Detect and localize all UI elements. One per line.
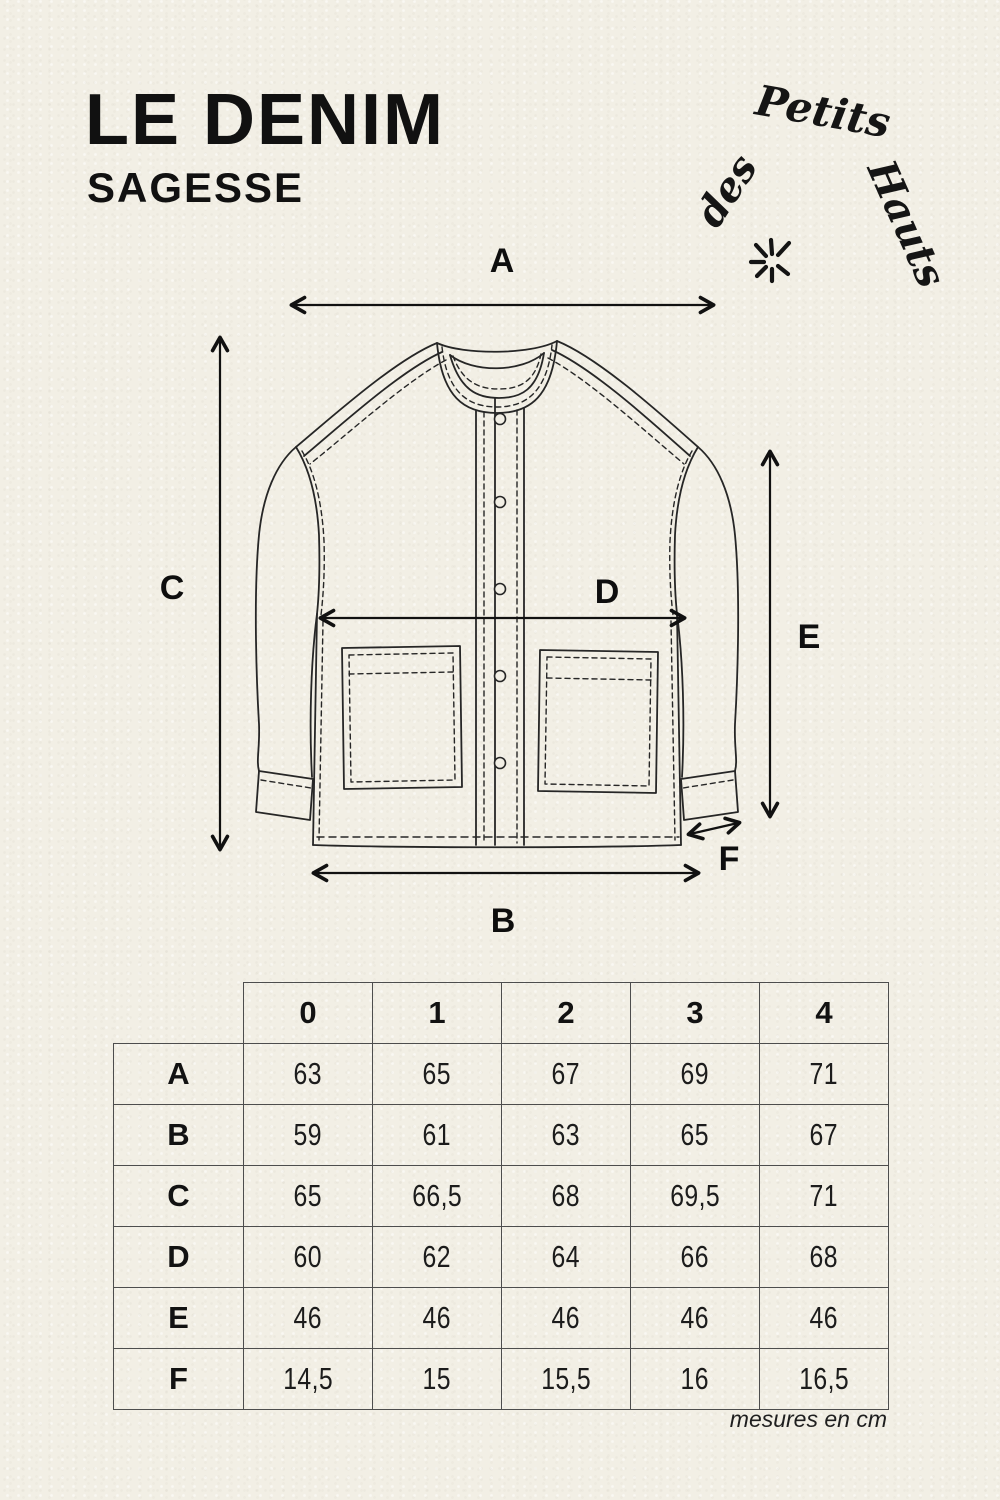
measure-value-cell — [502, 1349, 631, 1410]
logo-word-hauts: Hauts — [857, 153, 956, 295]
measure-value-cell — [760, 1227, 889, 1288]
measure-value-cell — [373, 1166, 502, 1227]
measure-value-cell — [760, 1166, 889, 1227]
size-column-header: 4 — [760, 983, 889, 1044]
measure-value-cell — [244, 1349, 373, 1410]
measure-value-cell — [244, 1288, 373, 1349]
measure-value-cell — [373, 1349, 502, 1410]
table-row — [114, 1288, 889, 1349]
measure-value-cell — [631, 1044, 760, 1105]
size-column-header: 3 — [631, 983, 760, 1044]
measure-value: 15 — [422, 1361, 452, 1396]
table-row — [114, 1349, 889, 1410]
measure-value: 67 — [809, 1117, 839, 1152]
measure-value: 63 — [551, 1117, 581, 1152]
logo-word-des: des — [686, 146, 767, 236]
dimension-label-b: B — [490, 902, 516, 940]
measure-value-cell — [373, 1227, 502, 1288]
patch-pockets — [342, 646, 658, 793]
measure-value: 59 — [293, 1117, 323, 1152]
measure-value: 71 — [809, 1178, 839, 1213]
measure-value-cell — [502, 1166, 631, 1227]
measure-row-label: C — [114, 1166, 244, 1227]
measure-value: 69 — [680, 1056, 710, 1091]
measure-value: 62 — [422, 1239, 452, 1274]
measure-row-label: B — [114, 1105, 244, 1166]
measure-row-label: D — [114, 1227, 244, 1288]
measure-row-label: E — [114, 1288, 244, 1349]
size-table-header-row — [114, 983, 889, 1044]
dimension-label-c: C — [159, 569, 185, 607]
front-placket — [476, 398, 524, 845]
measure-value: 61 — [422, 1117, 452, 1152]
table-row — [114, 1044, 889, 1105]
band-collar — [437, 341, 557, 413]
measure-value-cell — [244, 1044, 373, 1105]
jacket-outline — [256, 341, 738, 847]
measure-value-cell — [631, 1105, 760, 1166]
measure-value: 65 — [293, 1178, 323, 1213]
measure-value-cell — [631, 1227, 760, 1288]
measure-value: 46 — [680, 1300, 710, 1335]
measure-value: 60 — [293, 1239, 323, 1274]
style-name: SAGESSE — [87, 164, 305, 211]
cuffs — [256, 771, 738, 820]
size-table — [113, 982, 889, 1410]
measure-value-cell — [631, 1288, 760, 1349]
measure-value-cell — [373, 1044, 502, 1105]
dimension-label-d: D — [594, 573, 620, 611]
logo-word-petits: Petits — [752, 75, 895, 148]
measure-value-cell — [244, 1227, 373, 1288]
measure-value-cell — [373, 1288, 502, 1349]
measure-value: 64 — [551, 1239, 581, 1274]
dimension-label-f: F — [718, 840, 740, 878]
page-title: LE DENIM — [85, 80, 446, 160]
measure-value-cell — [502, 1227, 631, 1288]
measure-value-cell — [502, 1288, 631, 1349]
measure-value: 63 — [293, 1056, 323, 1091]
measurements-unit-note: mesures en cm — [729, 1406, 887, 1432]
measure-value-cell — [502, 1105, 631, 1166]
measure-arrow-f — [690, 823, 738, 834]
measure-value-cell — [502, 1044, 631, 1105]
measure-row-label: A — [114, 1044, 244, 1105]
measure-value-cell — [760, 1349, 889, 1410]
measure-value: 15,5 — [541, 1361, 591, 1396]
table-row — [114, 1166, 889, 1227]
table-corner-cell — [114, 983, 244, 1044]
dimension-label-e: E — [797, 618, 821, 656]
measure-value: 46 — [551, 1300, 581, 1335]
size-column-header: 2 — [502, 983, 631, 1044]
measure-value: 16 — [680, 1361, 710, 1396]
size-column-header: 1 — [373, 983, 502, 1044]
measure-value: 65 — [422, 1056, 452, 1091]
measure-value-cell — [760, 1044, 889, 1105]
measure-value: 69,5 — [670, 1178, 720, 1213]
measure-row-label: F — [114, 1349, 244, 1410]
measure-value-cell — [760, 1105, 889, 1166]
measure-value: 14,5 — [283, 1361, 333, 1396]
measure-value-cell — [760, 1288, 889, 1349]
dimension-label-a: A — [489, 242, 515, 280]
buttons — [495, 414, 506, 769]
measure-value: 67 — [551, 1056, 581, 1091]
table-row — [114, 1227, 889, 1288]
measure-value: 65 — [680, 1117, 710, 1152]
measure-value-cell — [373, 1105, 502, 1166]
measure-value: 68 — [551, 1178, 581, 1213]
measure-value-cell — [244, 1166, 373, 1227]
measure-value-cell — [244, 1105, 373, 1166]
shoulder-seams — [296, 341, 698, 464]
size-column-header: 0 — [244, 983, 373, 1044]
measure-value-cell — [631, 1166, 760, 1227]
measure-value: 46 — [293, 1300, 323, 1335]
measure-value: 66,5 — [412, 1178, 462, 1213]
table-row — [114, 1105, 889, 1166]
measure-value-cell — [631, 1349, 760, 1410]
body-panel — [313, 614, 681, 847]
measure-value: 71 — [809, 1056, 839, 1091]
measure-value: 66 — [680, 1239, 710, 1274]
measure-value: 16,5 — [799, 1361, 849, 1396]
measure-value: 68 — [809, 1239, 839, 1274]
measure-value: 46 — [809, 1300, 839, 1335]
measure-value: 46 — [422, 1300, 452, 1335]
